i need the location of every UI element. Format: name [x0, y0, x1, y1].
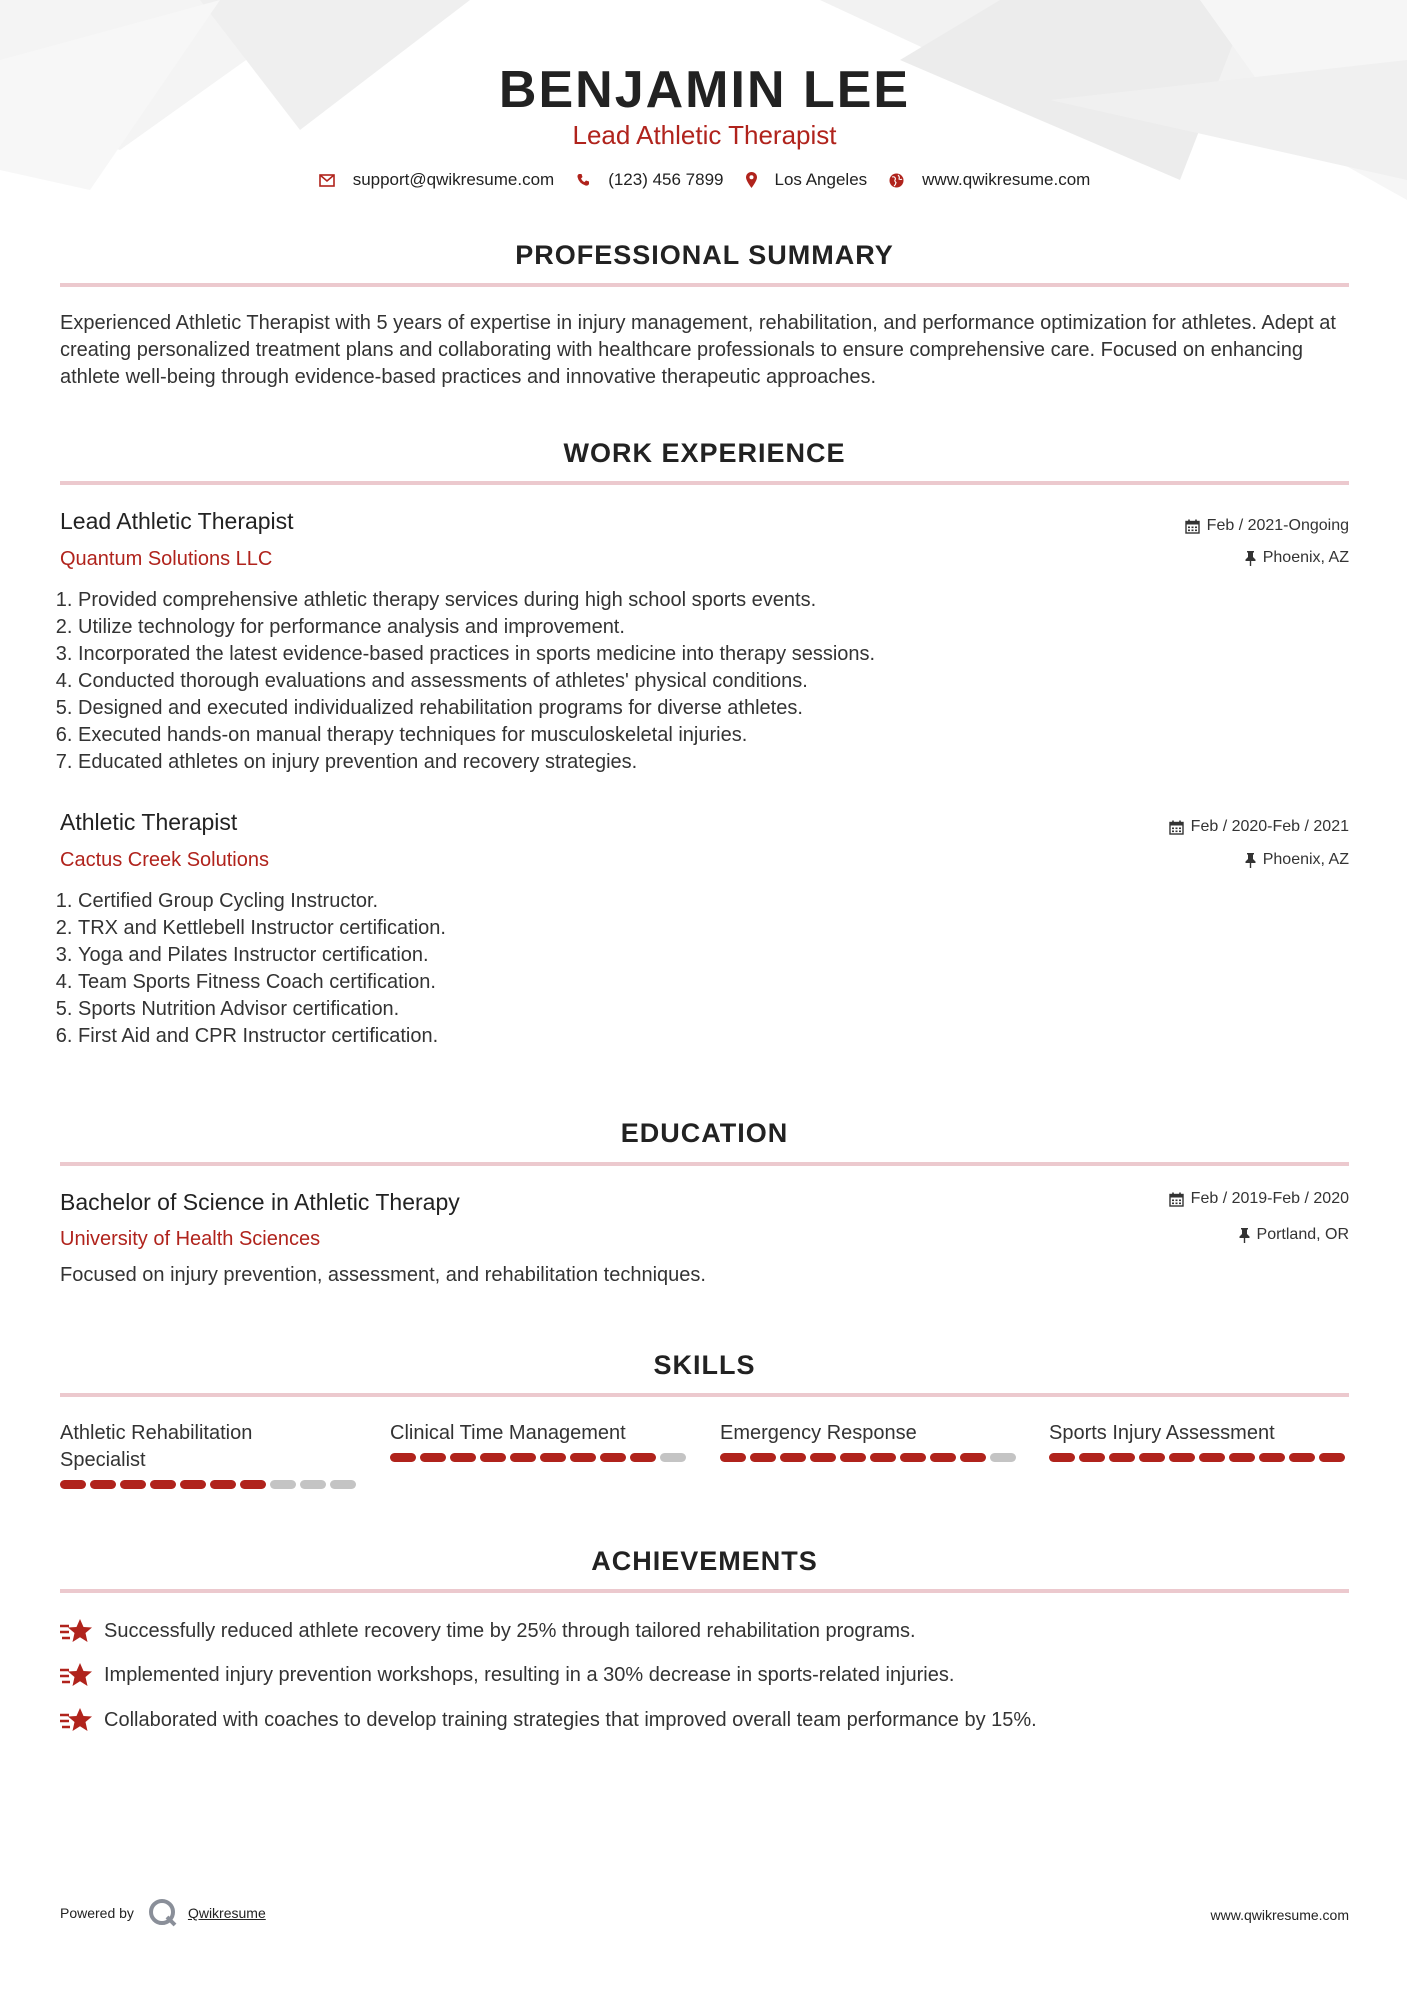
skill-segment-filled — [1289, 1453, 1315, 1462]
skill-segment-filled — [930, 1453, 956, 1462]
contact-phone-text: (123) 456 7899 — [608, 170, 724, 189]
skill-item — [1049, 1420, 1349, 1462]
list-item: 4. Team Sports Fitness Coach certification. — [78, 969, 1338, 996]
job-dates — [1185, 515, 1349, 537]
list-item: 6. First Aid and CPR Instructor certification. — [78, 1023, 1338, 1050]
map-marker-icon — [746, 172, 757, 188]
list-item: 2. Utilize technology for performance analysis and improvement. — [78, 614, 1338, 641]
skill-name: Emergency Response — [720, 1422, 917, 1444]
job-bullets — [60, 888, 1338, 1050]
summary-heading: PROFESSIONAL SUMMARY — [515, 240, 894, 270]
skill-segment-filled — [1259, 1453, 1285, 1462]
skill-segment-empty — [300, 1480, 326, 1489]
job-dates-text: Feb / 2020-Feb / 2021 — [1190, 818, 1349, 835]
job-location-text: Phoenix, AZ — [1262, 851, 1349, 868]
experience-heading: WORK EXPERIENCE — [563, 438, 846, 468]
star-icon — [60, 1706, 94, 1734]
education-location — [1239, 1224, 1349, 1246]
school-name: University of Health Sciences — [60, 1228, 321, 1250]
list-item: 6. Executed hands-on manual therapy techniques for musculoskeletal injuries. — [78, 722, 1338, 749]
section-divider — [60, 1162, 1349, 1166]
skill-segment-filled — [870, 1453, 896, 1462]
skill-segment-filled — [540, 1453, 566, 1462]
star-icon — [60, 1661, 94, 1689]
list-item: 2. TRX and Kettlebell Instructor certification. — [78, 915, 1338, 942]
skill-segment-empty — [330, 1480, 356, 1489]
footer-powered-by — [60, 1898, 266, 1928]
contact-website-text: www.qwikresume.com — [922, 170, 1091, 189]
achievements-heading: ACHIEVEMENTS — [591, 1546, 818, 1576]
skill-segment-filled — [120, 1480, 146, 1489]
achievement-item — [60, 1706, 1037, 1734]
skill-segment-empty — [270, 1480, 296, 1489]
job-location — [1245, 547, 1349, 569]
skill-segment-filled — [1079, 1453, 1105, 1462]
skill-name: Sports Injury Assessment — [1049, 1422, 1275, 1444]
skill-segment-filled — [390, 1453, 416, 1462]
skill-segment-filled — [840, 1453, 866, 1462]
skill-segment-filled — [60, 1480, 86, 1489]
company-name: Quantum Solutions LLC — [60, 548, 273, 570]
skill-segment-filled — [1139, 1453, 1165, 1462]
contact-bar — [60, 170, 1349, 190]
candidate-name: BENJAMIN LEE — [498, 61, 911, 119]
job-bullets — [60, 587, 1338, 776]
calendar-icon — [1185, 519, 1200, 534]
skill-segment-filled — [420, 1453, 446, 1462]
skill-segment-filled — [510, 1453, 536, 1462]
skill-segment-filled — [570, 1453, 596, 1462]
skill-segment-filled — [810, 1453, 836, 1462]
skill-segment-filled — [720, 1453, 746, 1462]
skill-segment-filled — [1199, 1453, 1225, 1462]
skill-segment-filled — [1319, 1453, 1345, 1462]
skill-segment-filled — [600, 1453, 626, 1462]
skill-segment-filled — [750, 1453, 776, 1462]
contact-location — [746, 170, 868, 190]
contact-email-text: support@qwikresume.com — [352, 170, 555, 189]
contact-location-text: Los Angeles — [774, 170, 868, 189]
education-description: Focused on injury prevention, assessment, and rehabilitation techniques. — [60, 1264, 706, 1286]
envelope-icon — [319, 174, 335, 187]
list-item: 4. Conducted thorough evaluations and assessments of athletes' physical conditions. — [78, 668, 1338, 695]
achievement-item — [60, 1661, 954, 1689]
education-dates-text: Feb / 2019-Feb / 2020 — [1190, 1190, 1349, 1207]
skill-level-bar — [1049, 1453, 1349, 1462]
pushpin-icon — [1245, 853, 1256, 868]
job-dates — [1169, 816, 1349, 838]
job-title: Lead Athletic Therapist — [60, 508, 294, 534]
qwikresume-link[interactable]: Qwikresume — [187, 1905, 266, 1921]
job-dates-text: Feb / 2021-Ongoing — [1206, 517, 1349, 534]
powered-by-label: Powered by — [60, 1905, 134, 1921]
achievement-text: Successfully reduced athlete recovery time by 25% through tailored rehabilitation programs. — [104, 1619, 916, 1642]
education-heading: EDUCATION — [620, 1118, 789, 1148]
skill-segment-empty — [990, 1453, 1016, 1462]
achievement-item — [60, 1617, 916, 1645]
skill-segment-filled — [450, 1453, 476, 1462]
skill-segment-filled — [1169, 1453, 1195, 1462]
skill-level-bar — [60, 1480, 360, 1489]
list-item: 1. Provided comprehensive athletic therapy services during high school sports events. — [78, 587, 1338, 614]
list-item: 1. Certified Group Cycling Instructor. — [78, 888, 1338, 915]
job-location-text: Phoenix, AZ — [1262, 549, 1349, 566]
section-divider — [60, 481, 1349, 485]
company-name: Cactus Creek Solutions — [60, 849, 269, 871]
skill-segment-filled — [150, 1480, 176, 1489]
achievement-text: Implemented injury prevention workshops, resulting in a 30% decrease in sports-related injuries. — [104, 1663, 955, 1686]
candidate-title: Lead Athletic Therapist — [572, 120, 837, 150]
contact-website[interactable] — [889, 170, 1090, 190]
qwikresume-logo-icon — [148, 1898, 178, 1928]
skill-level-bar — [720, 1453, 1020, 1462]
skill-segment-filled — [630, 1453, 656, 1462]
skill-segment-filled — [960, 1453, 986, 1462]
skill-segment-filled — [1229, 1453, 1255, 1462]
skill-segment-filled — [1109, 1453, 1135, 1462]
skill-segment-filled — [780, 1453, 806, 1462]
list-item: 5. Sports Nutrition Advisor certification. — [78, 996, 1338, 1023]
job-title: Athletic Therapist — [60, 809, 238, 835]
skill-item — [60, 1420, 360, 1489]
skill-segment-filled — [1049, 1453, 1075, 1462]
achievement-text: Collaborated with coaches to develop training strategies that improved overall team performance by 15%. — [104, 1708, 1037, 1731]
skill-name: Athletic Rehabilitation Specialist — [60, 1422, 253, 1471]
pushpin-icon — [1245, 551, 1256, 566]
skill-segment-filled — [240, 1480, 266, 1489]
education-dates — [1169, 1188, 1349, 1210]
contact-phone[interactable] — [576, 170, 723, 190]
skill-name: Clinical Time Management — [390, 1422, 626, 1444]
skill-item — [720, 1420, 1020, 1462]
skill-level-bar — [390, 1453, 690, 1462]
list-item: 5. Designed and executed individualized rehabilitation programs for diverse athletes. — [78, 695, 1338, 722]
globe-icon — [889, 173, 904, 188]
list-item: 7. Educated athletes on injury prevention and recovery strategies. — [78, 749, 1338, 776]
degree-title: Bachelor of Science in Athletic Therapy — [60, 1189, 460, 1215]
skill-segment-filled — [210, 1480, 236, 1489]
skill-segment-empty — [660, 1453, 686, 1462]
list-item: 3. Yoga and Pilates Instructor certification. — [78, 942, 1338, 969]
skill-segment-filled — [480, 1453, 506, 1462]
skill-item — [390, 1420, 690, 1462]
skills-heading: SKILLS — [653, 1350, 756, 1380]
job-location — [1245, 849, 1349, 871]
pushpin-icon — [1239, 1228, 1250, 1243]
calendar-icon — [1169, 820, 1184, 835]
skill-segment-filled — [180, 1480, 206, 1489]
contact-email[interactable] — [319, 170, 555, 190]
section-divider — [60, 1589, 1349, 1593]
list-item: 3. Incorporated the latest evidence-based practices in sports medicine into therapy sessions. — [78, 641, 1338, 668]
summary-text: Experienced Athletic Therapist with 5 years of expertise in injury management, rehabilitation, and performance optimization for athletes. Adept at creating personalized treatment plans and collaborating with healthcare professionals to ensure comprehensive care. Focused on enhancing athlete well-being through evidence-based practices and innovative therapeutic approaches. — [60, 312, 1336, 388]
star-icon — [60, 1617, 94, 1645]
phone-icon — [576, 173, 590, 187]
education-location-text: Portland, OR — [1256, 1226, 1349, 1243]
section-divider — [60, 1393, 1349, 1397]
skill-segment-filled — [900, 1453, 926, 1462]
calendar-icon — [1169, 1192, 1184, 1207]
skill-segment-filled — [90, 1480, 116, 1489]
section-divider — [60, 283, 1349, 287]
footer-website[interactable]: www.qwikresume.com — [1210, 1907, 1349, 1923]
